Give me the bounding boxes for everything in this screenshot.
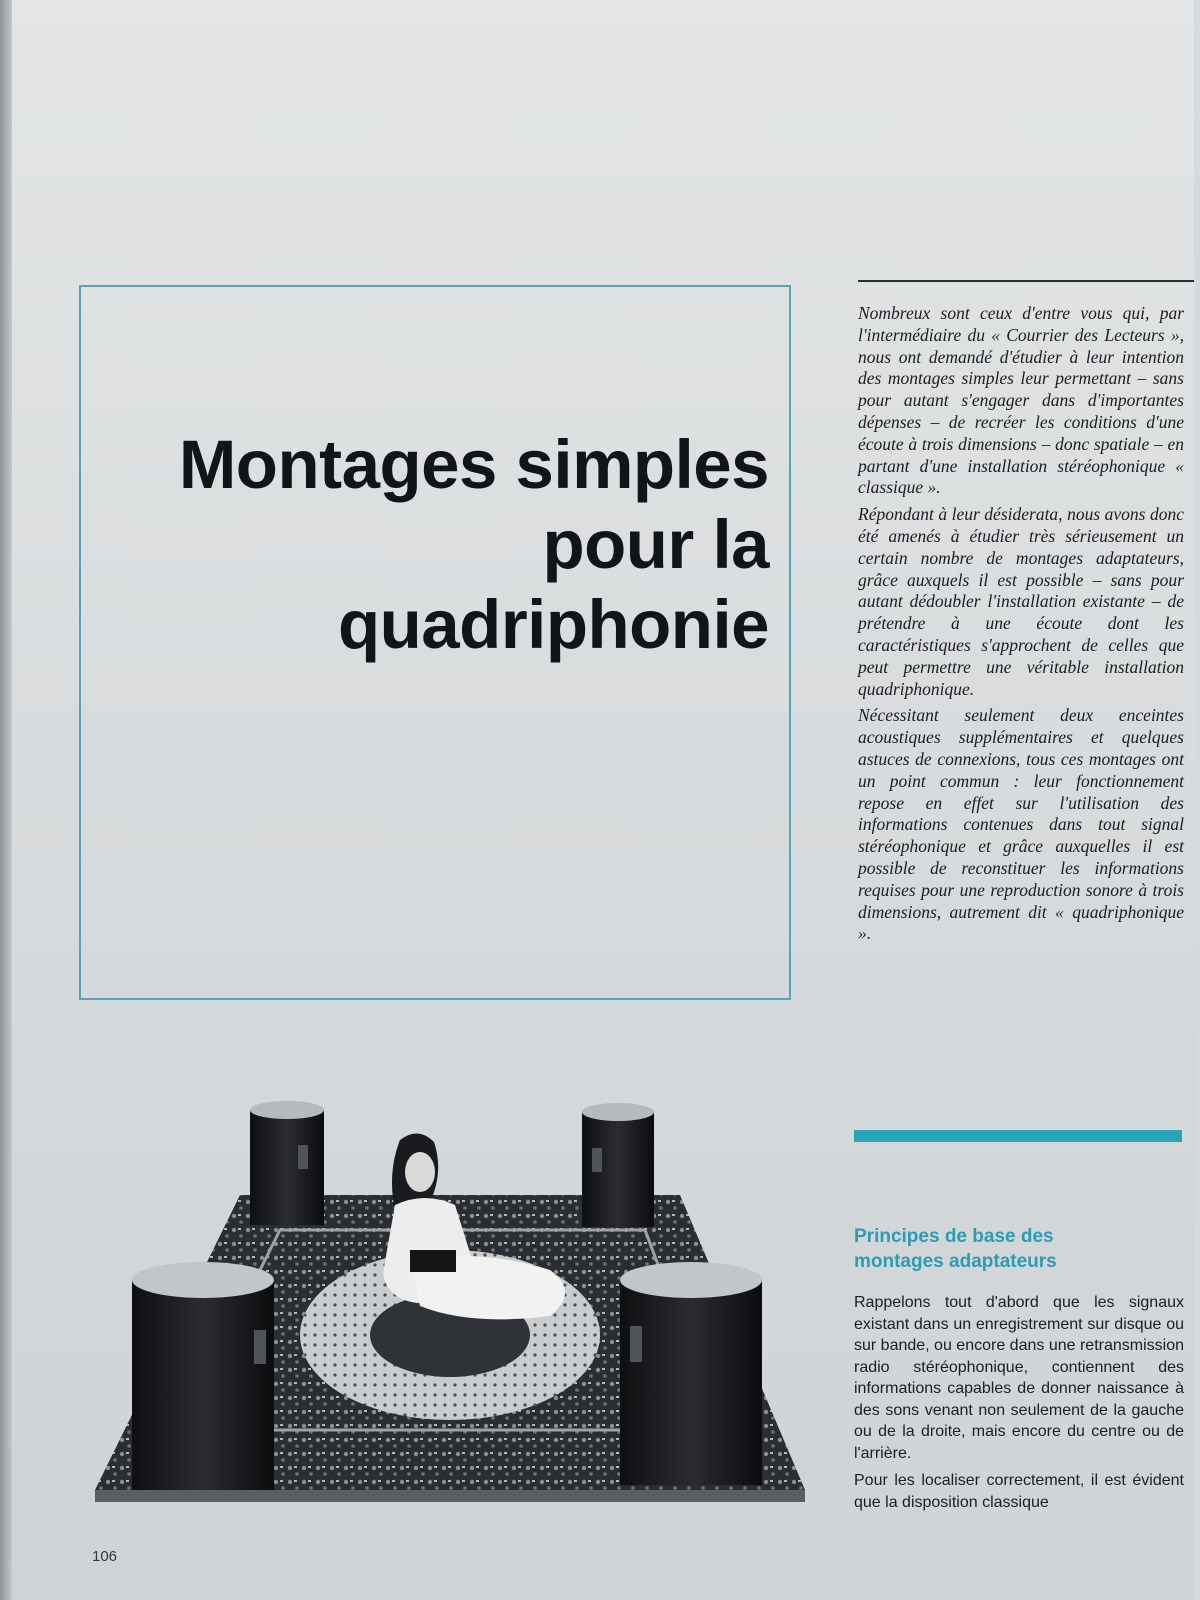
- title-line-2: pour la: [542, 506, 769, 583]
- speakers-photo: [90, 1100, 812, 1545]
- page-number: 106: [92, 1548, 118, 1565]
- speaker-front-right: [620, 1262, 762, 1485]
- magazine-page: [12, 0, 1194, 1600]
- body-paragraph-2: Pour les localiser correctement, il est évident que la disposition classique: [854, 1472, 1184, 1511]
- title-frame: [79, 285, 791, 1000]
- speaker-front-left: [132, 1262, 274, 1490]
- speaker-back-right: [582, 1103, 654, 1227]
- speaker-back-left: [250, 1101, 324, 1225]
- body-paragraph-1: Rappelons tout d'abord que les signaux existant dans un enregistrement sur disque ou sur bande, ou encore dans une retransmission radio stéréophonique, contiennent des informations capables de donner naissance à des sons venant non seulement de la gauche ou de la droite, mais encore du centre ou de l'arrière.: [854, 1294, 1184, 1462]
- body-text: [854, 1292, 1184, 1519]
- article-title: [79, 425, 769, 665]
- section-heading-line-1: Principes de base des: [854, 1226, 1054, 1247]
- intro-paragraph-3: Nécessitant seulement deux enceintes acoustiques supplémentaires et quelques astuces de connexions, tous ces montages ont un point commun : leur fonctionnement repose en effet sur l'utilisation des informations contenues dans tout signal stéréophonique et grâce auxquelles il est possible de reconstituer les informations requises pour une reproduction sonore à trois dimensions, autrement dit « quadriphonique ».: [858, 705, 1184, 944]
- intro-paragraph-2: Répondant à leur désiderata, nous avons donc été amenés à étudier très sérieusement un certain nombre de montages adaptateurs, grâce auxquels il est possible – sans pour autant dédoubler l'installation existante – de prétendre à une écoute dont les caractéristiques s'approchent de celles que peut permettre une véritable installation quadriphonique.: [858, 504, 1184, 699]
- binding-edge: [0, 0, 12, 1600]
- section-heading: [854, 1224, 1184, 1274]
- intro-text: [858, 303, 1184, 950]
- section-divider-bar: [854, 1130, 1182, 1142]
- title-line-3: quadriphonie: [338, 586, 769, 663]
- section-heading-line-2: montages adaptateurs: [854, 1251, 1057, 1272]
- intro-paragraph-1: Nombreux sont ceux d'entre vous qui, par l'intermédiaire du « Courrier des Lecteurs », nous ont demandé d'étudier à leur intention des montages simples leur permettant – sans pour autant s'engager dans d'importantes dépenses – de recréer les conditions d'une écoute à trois dimensions – donc spatiale – en partant d'une installation stéréophonique « classique ».: [858, 303, 1184, 498]
- title-line-1: Montages simples: [178, 426, 769, 503]
- column-rule: [858, 280, 1194, 282]
